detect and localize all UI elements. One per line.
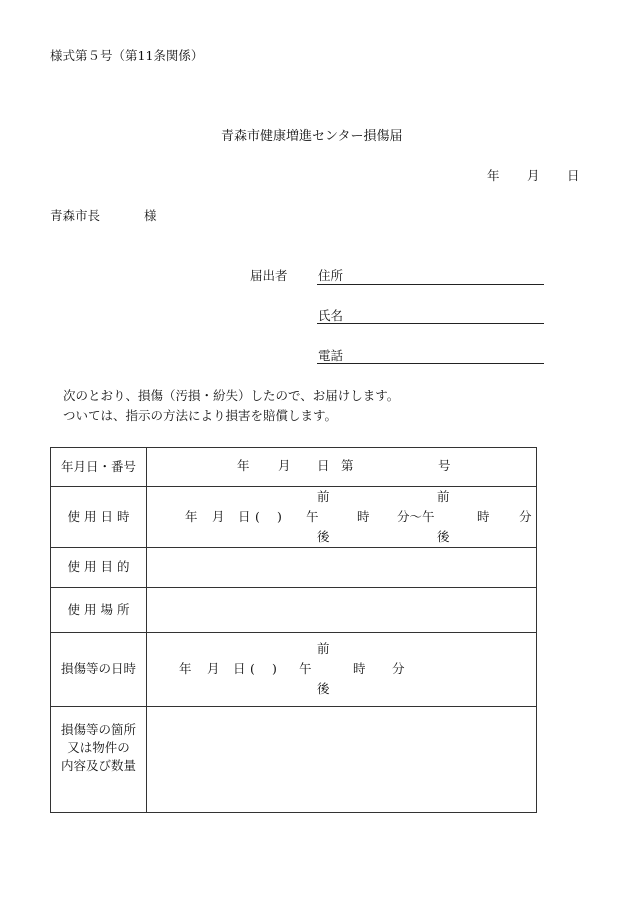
r2-hour1: 時: [357, 509, 370, 524]
addressee-honorific: 様: [144, 208, 157, 223]
submitter-label: 届出者: [250, 268, 288, 283]
form-number: 様式第５号（第11条関係）: [50, 48, 204, 63]
table-row: [51, 487, 537, 548]
damage-report-table: [50, 447, 537, 813]
date-day: 日: [567, 168, 580, 183]
r5-am: 前: [317, 641, 330, 656]
name-field[interactable]: [317, 323, 544, 324]
table-row: [51, 707, 537, 813]
r1-go: 号: [438, 458, 451, 473]
r1-year: 年: [237, 458, 250, 473]
r2-min2: 分: [519, 509, 532, 524]
table-row: [51, 448, 537, 487]
r5-min: 分: [392, 661, 405, 676]
r2-am2: 前: [437, 489, 450, 504]
page-title: 青森市健康増進センター損傷届: [221, 129, 403, 144]
r5-month: 月: [207, 661, 220, 676]
row-label-location: 使 用 場 所: [51, 588, 147, 633]
phone-field[interactable]: [317, 363, 544, 364]
damage-details-label-3: 内容及び数量: [60, 758, 136, 774]
r5-paren-close: ): [272, 661, 277, 676]
table-row: [51, 588, 537, 633]
purpose-field[interactable]: [147, 548, 537, 588]
r2-paren-close: ): [277, 509, 282, 524]
r2-year: 年: [185, 509, 198, 524]
r2-min1-tilde: 分〜午: [397, 509, 435, 524]
date-number-field[interactable]: [147, 448, 537, 487]
r1-month: 月: [278, 458, 291, 473]
r5-day: 日: [233, 661, 246, 676]
r2-hour2: 時: [477, 509, 490, 524]
date-month: 月: [527, 168, 540, 183]
r2-am1: 前: [317, 489, 330, 504]
r5-pm: 後: [317, 681, 330, 696]
name-label: 氏名: [318, 308, 344, 323]
date-year: 年: [487, 168, 500, 183]
r5-noon: 午: [299, 661, 312, 676]
r2-pm1: 後: [317, 529, 330, 544]
r2-month: 月: [212, 509, 225, 524]
address-field[interactable]: [317, 284, 544, 285]
addressee-name: 青森市長: [50, 208, 101, 223]
body-text-line1: 次のとおり、損傷（汚損・紛失）したので、お届けします。: [63, 388, 400, 403]
body-text-line2: ついては、指示の方法により損害を賠償します。: [63, 408, 338, 423]
r5-paren-open: (: [250, 661, 255, 676]
r2-paren-open: (: [255, 509, 260, 524]
phone-label: 電話: [318, 348, 344, 363]
table-row: [51, 633, 537, 707]
row-label-usage-datetime: 使 用 日 時: [51, 487, 147, 548]
r1-dai: 第: [341, 458, 354, 473]
table-row: [51, 548, 537, 588]
damage-details-field[interactable]: [147, 707, 537, 813]
row-label-damage-datetime: 損傷等の日時: [51, 633, 147, 707]
damage-datetime-field[interactable]: [147, 633, 537, 707]
r5-year: 年: [179, 661, 192, 676]
row-label-damage-details: [51, 707, 147, 813]
address-label: 住所: [318, 268, 344, 283]
r2-pm2: 後: [437, 529, 450, 544]
r2-noon1: 午: [306, 509, 319, 524]
location-field[interactable]: [147, 588, 537, 633]
row-label-purpose: 使 用 目 的: [51, 548, 147, 588]
row-label-date-number: 年月日・番号: [51, 448, 147, 487]
r2-day: 日: [238, 509, 251, 524]
damage-details-label-2: 又は物件の: [67, 740, 130, 756]
r1-day: 日: [317, 458, 330, 473]
r5-hour: 時: [353, 661, 366, 676]
usage-datetime-field[interactable]: [147, 487, 537, 548]
damage-details-label-1: 損傷等の箇所: [60, 722, 136, 737]
